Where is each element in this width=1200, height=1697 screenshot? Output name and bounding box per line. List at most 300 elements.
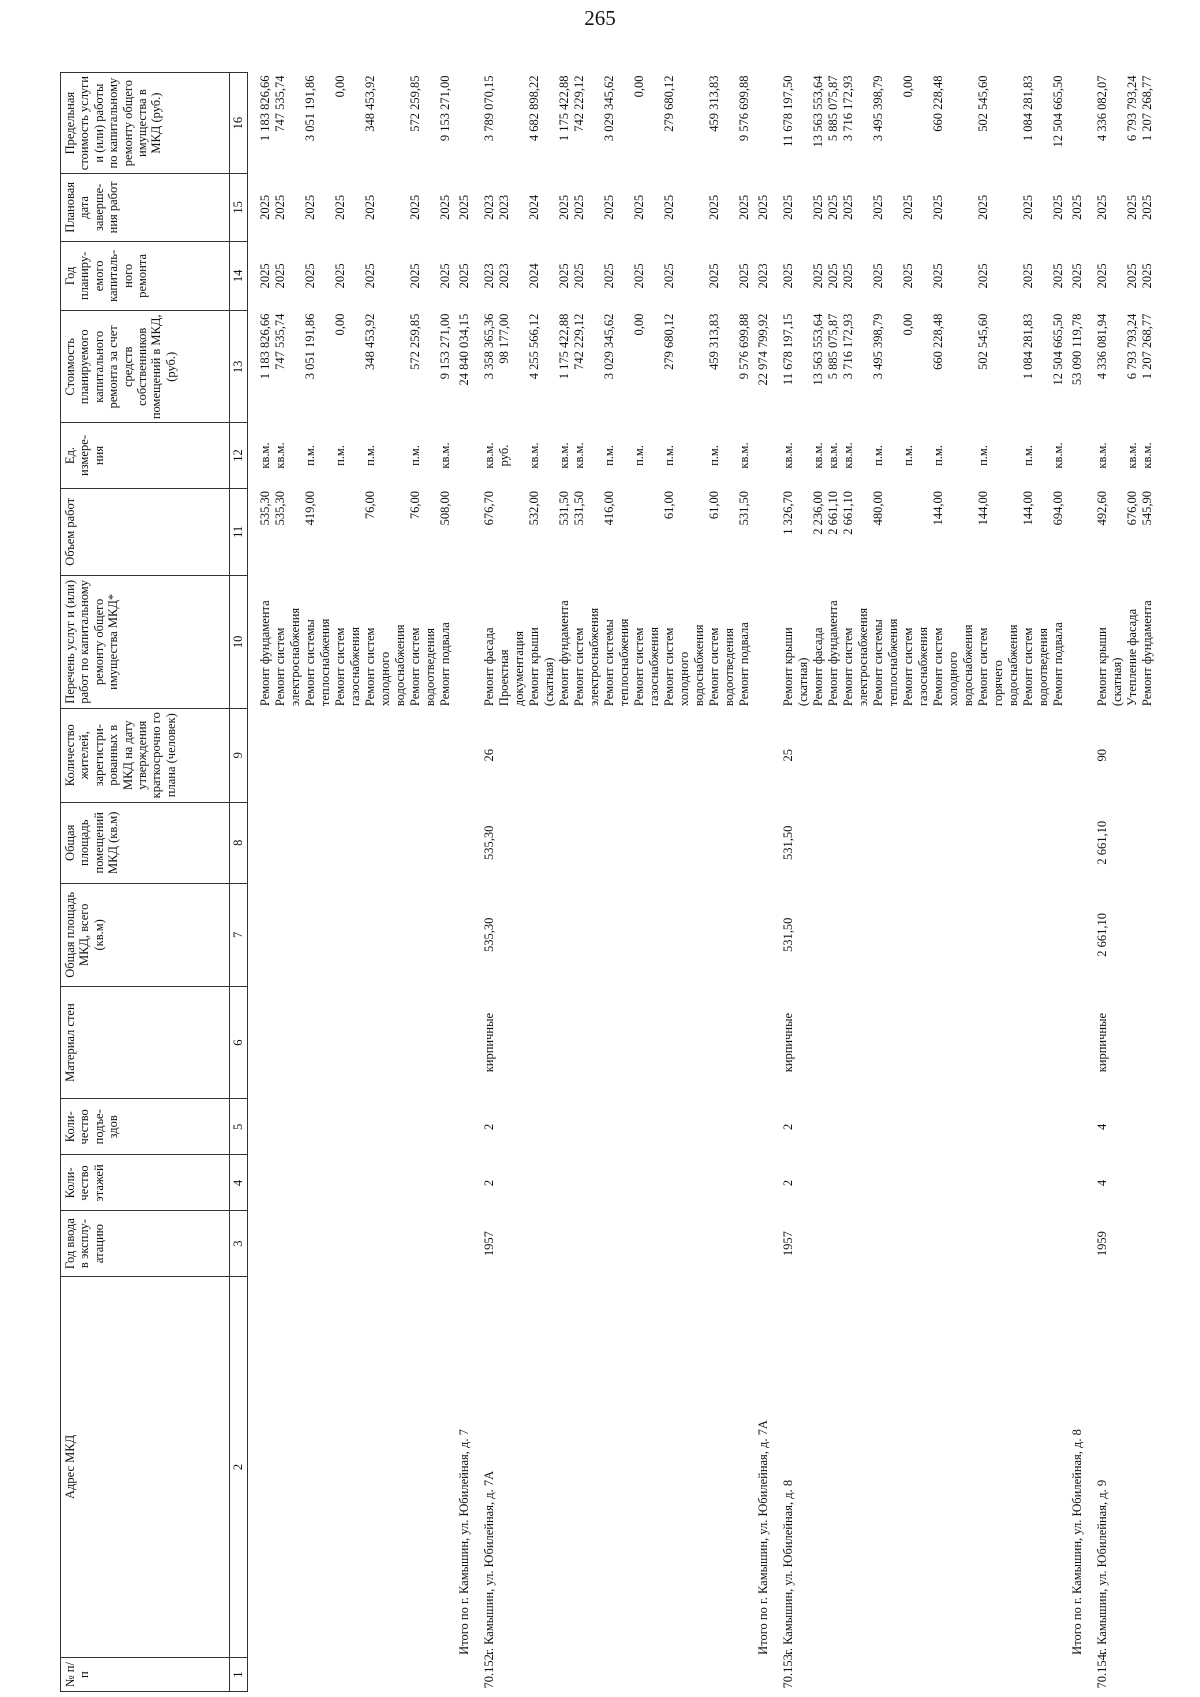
empty-cell (1125, 883, 1140, 986)
empty-cell (826, 1658, 841, 1692)
unit-of-measure: п.м. (901, 445, 915, 466)
empty-cell (916, 1276, 931, 1658)
year-built: 1959 (1095, 1231, 1109, 1257)
empty-cell (931, 1155, 961, 1211)
work-volume (423, 488, 438, 576)
residents: 26 (482, 748, 496, 762)
empty-cell (423, 1155, 438, 1211)
max-cost (393, 73, 408, 174)
table-row (1036, 73, 1051, 1692)
work-volume: 76,00 (363, 491, 377, 520)
column-header: Предельная стоимость услуги и (или) работы по капитальному ремонту общего имущества в МКД (руб.) (61, 73, 230, 174)
total-cost: 24 840 034,15 (457, 313, 471, 386)
empty-cell (587, 1211, 602, 1276)
table-row (886, 73, 901, 1692)
completion-date: 2025 (931, 194, 945, 220)
empty-cell (258, 1211, 273, 1276)
area-premises: 535,30 (482, 825, 496, 860)
empty-cell (707, 708, 722, 802)
table-row (1125, 73, 1140, 1692)
completion-date: 2025 (273, 194, 287, 220)
empty-cell (1051, 802, 1066, 883)
row-number: 70.154. (1095, 1651, 1109, 1689)
empty-cell (393, 986, 408, 1098)
work-volume: 531,50 (572, 491, 586, 526)
service-name: Ремонт системы (871, 619, 885, 707)
empty-cell (976, 1155, 1006, 1211)
planned-cost: 5 885 075,87 (826, 313, 840, 380)
table-row (931, 73, 961, 1692)
empty-cell (318, 708, 333, 802)
column-number: 13 (230, 311, 248, 423)
completion-date (393, 174, 408, 241)
empty-cell (856, 802, 871, 883)
table-row (692, 73, 707, 1692)
max-cost (886, 73, 901, 174)
unit-of-measure: п.м. (303, 445, 317, 466)
empty-cell (771, 1276, 781, 1658)
empty-cell (771, 1658, 781, 1692)
table-row (333, 73, 348, 1692)
empty-cell (1066, 1211, 1085, 1276)
work-volume: 2 661,10 (826, 491, 840, 535)
table-row (527, 73, 557, 1692)
empty-cell (841, 883, 856, 986)
empty-cell (752, 986, 771, 1098)
wall-material: кирпичные (781, 1012, 795, 1073)
empty-cell (438, 1276, 453, 1658)
empty-cell (617, 1658, 632, 1692)
planned-cost: 742 229,12 (572, 313, 586, 370)
total-row (1066, 73, 1085, 1692)
max-cost (497, 73, 527, 174)
completion-date: 2025 (1021, 194, 1035, 220)
unit-of-measure: п.м. (363, 445, 377, 466)
empty-cell (771, 488, 781, 576)
max-cost (318, 73, 333, 174)
service-name: газоснабжения (348, 626, 362, 707)
empty-cell (826, 986, 841, 1098)
empty-cell (811, 802, 826, 883)
max-cost: 0,00 (333, 75, 347, 98)
work-volume (961, 488, 976, 576)
planned-cost: 6 793 793,24 (1125, 313, 1139, 380)
max-cost: 742 229,12 (572, 75, 586, 132)
empty-cell (632, 1658, 647, 1692)
max-cost: 5 885 075,87 (826, 75, 840, 142)
work-volume: 144,00 (1021, 491, 1035, 526)
unit-of-measure: кв.м. (557, 442, 571, 469)
empty-cell (572, 1099, 587, 1155)
max-cost (692, 73, 707, 174)
empty-cell (617, 986, 632, 1098)
empty-cell (722, 1155, 737, 1211)
repair-year: 2023 (482, 263, 496, 289)
empty-cell (901, 986, 916, 1098)
total-row (453, 73, 472, 1692)
column-number: 3 (230, 1211, 248, 1276)
table-row (737, 73, 752, 1692)
empty-cell (1066, 1155, 1085, 1211)
table-row (871, 73, 886, 1692)
empty-cell (602, 883, 617, 986)
empty-cell (1140, 1211, 1155, 1276)
unit-of-measure (856, 423, 871, 488)
completion-date: 2025 (258, 194, 272, 220)
empty-cell (662, 1276, 692, 1658)
empty-cell (647, 802, 662, 883)
planned-cost: 98 177,00 (497, 313, 511, 364)
empty-cell (647, 883, 662, 986)
empty-cell (248, 311, 259, 423)
empty-cell (288, 883, 303, 986)
service-name: электроснабжения (587, 607, 601, 707)
table-row (1140, 73, 1155, 1692)
empty-cell (572, 883, 587, 986)
planned-cost: 4 336 081,94 (1095, 313, 1109, 380)
empty-cell (423, 986, 438, 1098)
planned-cost: 747 535,74 (273, 313, 287, 370)
completion-date: 2025 (602, 194, 616, 220)
table-row (497, 73, 527, 1692)
repair-year: 2025 (662, 263, 676, 289)
empty-cell (557, 708, 572, 802)
empty-cell (737, 708, 752, 802)
empty-cell (901, 708, 916, 802)
column-number: 8 (230, 802, 248, 883)
empty-cell (1140, 986, 1155, 1098)
planned-cost (617, 311, 632, 423)
empty-cell (248, 883, 259, 986)
empty-cell (901, 1099, 916, 1155)
empty-cell (771, 174, 781, 241)
empty-cell (931, 1211, 961, 1276)
empty-cell (453, 986, 472, 1098)
work-volume: 535,30 (273, 491, 287, 526)
empty-cell (886, 802, 901, 883)
work-volume: 144,00 (931, 491, 945, 526)
empty-cell (886, 1099, 901, 1155)
empty-cell (497, 883, 527, 986)
column-header: № п/п (61, 1658, 230, 1692)
total-date: 2025 (756, 194, 770, 220)
table-row (482, 73, 497, 1692)
empty-cell (707, 1276, 722, 1658)
empty-cell (273, 986, 288, 1098)
empty-cell (472, 708, 482, 802)
service-name: Ремонт подвала (1051, 622, 1065, 707)
empty-cell (602, 1276, 617, 1658)
empty-cell (632, 1155, 647, 1211)
empty-cell (393, 1276, 408, 1658)
empty-cell (363, 1155, 393, 1211)
empty-cell (1006, 1276, 1021, 1658)
empty-cell (1036, 986, 1051, 1098)
group-separator (248, 73, 259, 1692)
empty-cell (557, 883, 572, 986)
planned-cost: 0,00 (901, 313, 915, 336)
empty-cell (423, 1276, 438, 1658)
column-number: 10 (230, 576, 248, 708)
work-volume: 2 236,00 (811, 491, 825, 535)
empty-cell (871, 986, 886, 1098)
empty-cell (497, 1658, 527, 1692)
empty-cell (886, 1155, 901, 1211)
empty-cell (1085, 883, 1095, 986)
planned-cost: 11 678 197,15 (781, 313, 795, 386)
table-row (318, 73, 333, 1692)
table-row (961, 73, 976, 1692)
repair-year: 2025 (901, 263, 915, 289)
capital-repair-table (60, 72, 1155, 1692)
rotated-table-wrapper (60, 72, 1190, 1692)
empty-cell (976, 986, 1006, 1098)
column-header: Год планиру-емого капиталь-ного ремонта (61, 241, 230, 311)
empty-cell (826, 883, 841, 986)
empty-cell (617, 708, 632, 802)
work-volume: 545,90 (1140, 491, 1154, 526)
completion-date: 2025 (737, 194, 751, 220)
empty-cell (692, 1099, 707, 1155)
table-row (393, 73, 408, 1692)
unit-of-measure: кв.м. (1051, 442, 1065, 469)
column-header: Год ввода в эксплу-атацию (61, 1211, 230, 1276)
total-row (752, 73, 771, 1692)
work-volume (1036, 488, 1051, 576)
empty-cell (871, 708, 886, 802)
service-name: электроснабжения (288, 607, 302, 707)
empty-cell (408, 1211, 423, 1276)
planned-cost: 1 175 422,88 (557, 313, 571, 380)
empty-cell (557, 1658, 572, 1692)
row-number: 70.152. (482, 1651, 496, 1689)
unit-of-measure (1036, 423, 1051, 488)
completion-date (423, 174, 438, 241)
repair-year (916, 241, 931, 311)
empty-cell (976, 708, 1006, 802)
empty-cell (961, 1099, 976, 1155)
empty-cell (771, 1099, 781, 1155)
empty-cell (453, 1099, 472, 1155)
unit-of-measure: кв.м. (482, 442, 496, 469)
empty-cell (1051, 1099, 1066, 1155)
work-volume (647, 488, 662, 576)
service-name: Ремонт крыши (скатная) (527, 627, 556, 707)
table-body (248, 73, 1156, 1692)
total-label: Итого по г. Камышин, ул. Юбилейная, д. 7 (457, 1429, 471, 1655)
total-label: Итого по г. Камышин, ул. Юбилейная, д. 8 (1070, 1429, 1084, 1655)
unit-of-measure (617, 423, 632, 488)
work-volume: 480,00 (871, 491, 885, 526)
empty-cell (916, 986, 931, 1098)
empty-cell (1066, 708, 1085, 802)
repair-year: 2025 (811, 263, 825, 289)
column-number: 11 (230, 488, 248, 576)
empty-cell (258, 802, 273, 883)
empty-cell (527, 708, 557, 802)
work-volume (916, 488, 931, 576)
empty-cell (662, 1211, 692, 1276)
planned-cost (692, 311, 707, 423)
work-volume: 144,00 (976, 491, 990, 526)
completion-date (961, 174, 976, 241)
repair-year: 2025 (841, 263, 855, 289)
empty-cell (916, 1658, 931, 1692)
empty-cell (273, 1155, 288, 1211)
empty-cell (647, 1155, 662, 1211)
unit-of-measure: кв.м. (1140, 442, 1154, 469)
planned-cost (647, 311, 662, 423)
empty-cell (976, 1099, 1006, 1155)
empty-cell (572, 1658, 587, 1692)
service-name: Утепление фасада (1125, 608, 1139, 707)
unit-of-measure: п.м. (976, 445, 990, 466)
unit-of-measure: кв.м. (841, 442, 855, 469)
unit-of-measure: кв.м. (826, 442, 840, 469)
max-cost: 1 175 422,88 (557, 75, 571, 142)
empty-cell (318, 1276, 333, 1658)
empty-cell (931, 1099, 961, 1155)
unit-of-measure (318, 423, 333, 488)
service-name: газоснабжения (647, 626, 661, 707)
empty-cell (752, 1155, 771, 1211)
empty-cell (453, 576, 472, 708)
empty-cell (752, 576, 771, 708)
residents: 25 (781, 748, 795, 762)
empty-cell (841, 1276, 856, 1658)
unit-of-measure: п.м. (931, 445, 945, 466)
empty-cell (472, 802, 482, 883)
empty-cell (1085, 576, 1095, 708)
completion-date (587, 174, 602, 241)
empty-cell (1140, 883, 1155, 986)
empty-cell (662, 802, 692, 883)
empty-cell (248, 802, 259, 883)
column-number: 6 (230, 986, 248, 1098)
empty-cell (602, 986, 617, 1098)
table-row (408, 73, 423, 1692)
repair-year (647, 241, 662, 311)
empty-cell (408, 1276, 423, 1658)
service-name: теплоснабжения (886, 618, 900, 707)
empty-cell (393, 1155, 408, 1211)
column-header: Стоимость планируемого капитального ремонта за счет средств собственников помещений в МКД, (руб.) (61, 311, 230, 423)
empty-cell (737, 1155, 752, 1211)
empty-cell (1085, 802, 1095, 883)
empty-cell (737, 1211, 752, 1276)
empty-cell (248, 241, 259, 311)
empty-cell (248, 986, 259, 1098)
service-name: газоснабжения (916, 626, 930, 707)
completion-date: 2025 (871, 194, 885, 220)
empty-cell (961, 708, 976, 802)
empty-cell (348, 802, 363, 883)
completion-date: 2025 (632, 194, 646, 220)
service-name: Ремонт систем горячего (976, 627, 1005, 707)
empty-cell (572, 1276, 587, 1658)
empty-cell (273, 883, 288, 986)
planned-cost: 572 259,85 (408, 313, 422, 370)
max-cost: 11 678 197,50 (781, 75, 795, 147)
empty-cell (692, 708, 707, 802)
service-name: Ремонт фундамента (258, 600, 272, 707)
empty-cell (1085, 73, 1095, 174)
empty-cell (1021, 1211, 1036, 1276)
service-name: Ремонт фасада (811, 627, 825, 707)
max-cost: 3 029 345,62 (602, 75, 616, 142)
empty-cell (901, 883, 916, 986)
planned-cost: 348 453,92 (363, 313, 377, 370)
empty-cell (423, 802, 438, 883)
empty-cell (557, 1211, 572, 1276)
empty-cell (886, 986, 901, 1098)
planned-cost: 1 207 268,77 (1140, 313, 1154, 380)
empty-cell (303, 1155, 318, 1211)
column-header: Коли-чество этажей (61, 1155, 230, 1211)
planned-cost (423, 311, 438, 423)
empty-cell (722, 708, 737, 802)
empty-cell (771, 802, 781, 883)
column-header: Перечень услуг и (или) работ по капитальному ремонту общего имущества МКД* (61, 576, 230, 708)
completion-date (318, 174, 333, 241)
empty-cell (1036, 883, 1051, 986)
empty-cell (602, 1658, 617, 1692)
unit-of-measure: кв.м. (572, 442, 586, 469)
empty-cell (348, 986, 363, 1098)
empty-cell (423, 883, 438, 986)
work-volume: 492,60 (1095, 491, 1109, 526)
empty-cell (771, 1211, 781, 1276)
empty-cell (617, 802, 632, 883)
empty-cell (856, 1155, 871, 1211)
empty-cell (771, 883, 781, 986)
empty-cell (363, 883, 393, 986)
empty-cell (662, 1658, 692, 1692)
empty-cell (692, 1155, 707, 1211)
year-built: 1957 (781, 1231, 795, 1257)
empty-cell (1140, 1658, 1155, 1692)
table-row (1095, 73, 1125, 1692)
empty-cell (841, 1155, 856, 1211)
empty-cell (1066, 488, 1085, 576)
planned-cost (916, 311, 931, 423)
work-volume (886, 488, 901, 576)
empty-cell (886, 1211, 901, 1276)
empty-cell (617, 1155, 632, 1211)
empty-cell (393, 802, 408, 883)
service-name: Ремонт систем (707, 627, 721, 707)
completion-date (916, 174, 931, 241)
max-cost: 13 563 553,64 (811, 75, 825, 148)
address: г. Камышин, ул. Юбилейная, д. 7А (482, 1470, 496, 1655)
empty-cell (1066, 1099, 1085, 1155)
empty-cell (1066, 423, 1085, 488)
empty-cell (976, 883, 1006, 986)
residents: 90 (1095, 748, 1109, 762)
completion-date (647, 174, 662, 241)
column-number: 14 (230, 241, 248, 311)
table-row (826, 73, 841, 1692)
empty-cell (587, 708, 602, 802)
max-cost (916, 73, 931, 174)
empty-cell (453, 423, 472, 488)
empty-cell (1021, 1099, 1036, 1155)
planned-cost: 3 029 345,62 (602, 313, 616, 380)
empty-cell (826, 1099, 841, 1155)
empty-cell (557, 802, 572, 883)
table-row (572, 73, 587, 1692)
empty-cell (587, 802, 602, 883)
